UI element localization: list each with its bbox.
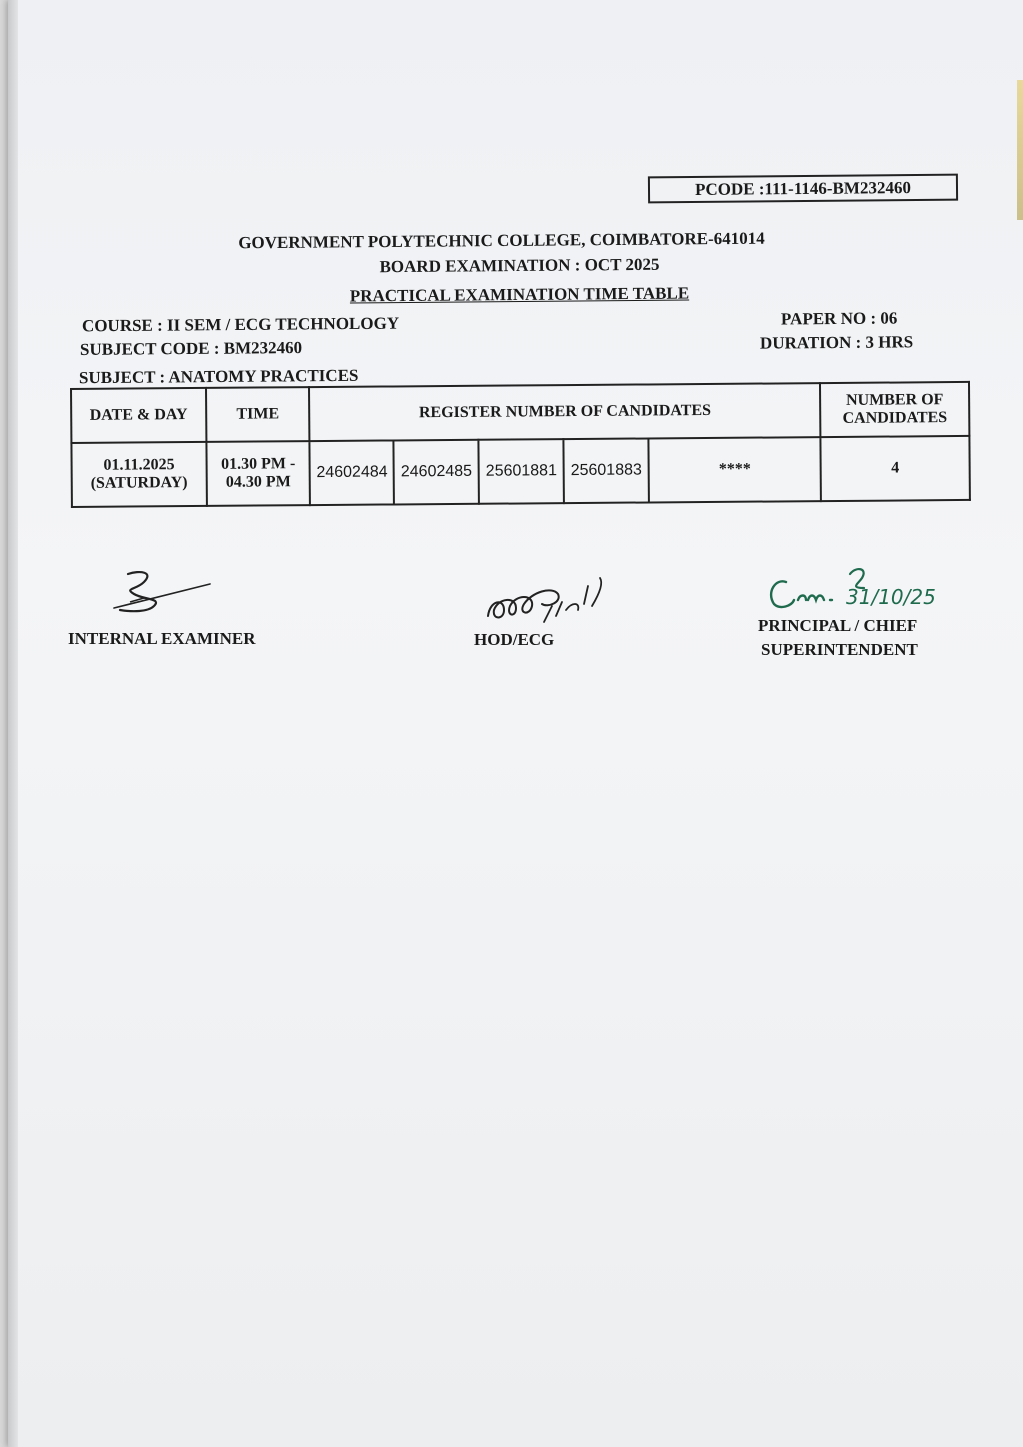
internal-examiner-signature [110,568,220,623]
subject-code-line: SUBJECT CODE : BM232460 [79,338,303,359]
timetable-title: PRACTICAL EXAMINATION TIME TABLE [349,283,690,306]
duration: DURATION : 3 HRS [759,332,914,353]
register-placeholder-cell: **** [648,437,821,502]
register-number-cell: 24602485 [394,440,479,505]
header-number-line2: CANDIDATES [842,409,948,427]
document-sheet [8,0,1023,1447]
table-header-row [71,382,969,443]
time-from: 01.30 PM - [221,455,296,473]
pcode-box: PCODE :111-1146-BM232460 [648,174,958,204]
exam-date: 01.11.2025 [103,456,175,474]
internal-examiner-label: INTERNAL EXAMINER [68,629,256,648]
college-name: GOVERNMENT POLYTECHNIC COLLEGE, COIMBATORE-641014 [238,228,765,253]
header-number-of-candidates [820,382,969,437]
timetable [70,381,971,508]
table-row [71,436,969,507]
time-cell [206,441,310,506]
exam-day: (SATURDAY) [90,474,188,492]
subject-line: SUBJECT : ANATOMY PRACTICES [78,365,359,388]
underlying-page-edge [1017,80,1023,220]
register-number-cell: 24602484 [310,440,394,505]
principal-label-line1: PRINCIPAL / CHIEF [758,616,918,635]
principal-handwritten-date: 31/10/25 [846,585,936,609]
register-number-cell: 25601883 [564,438,649,503]
exam-title: BOARD EXAMINATION : OCT 2025 [379,254,660,277]
time-to: 04.30 PM [225,473,291,491]
paper-no: PAPER NO : 06 [780,308,898,329]
date-day-cell [71,442,206,507]
principal-label-line2: SUPERINTENDENT [761,640,918,659]
header-number-line1: NUMBER OF [845,391,944,409]
header-register-numbers: REGISTER NUMBER OF CANDIDATES [309,383,820,441]
header-date-day: DATE & DAY [71,388,206,443]
hod-label: HOD/ECG [474,630,555,649]
course-line: COURSE : II SEM / ECG TECHNOLOGY [81,313,400,336]
header-time: TIME [206,387,310,442]
page-edge [8,0,18,1447]
register-number-cell: 25601881 [479,439,564,504]
candidate-count-cell: 4 [821,436,970,501]
